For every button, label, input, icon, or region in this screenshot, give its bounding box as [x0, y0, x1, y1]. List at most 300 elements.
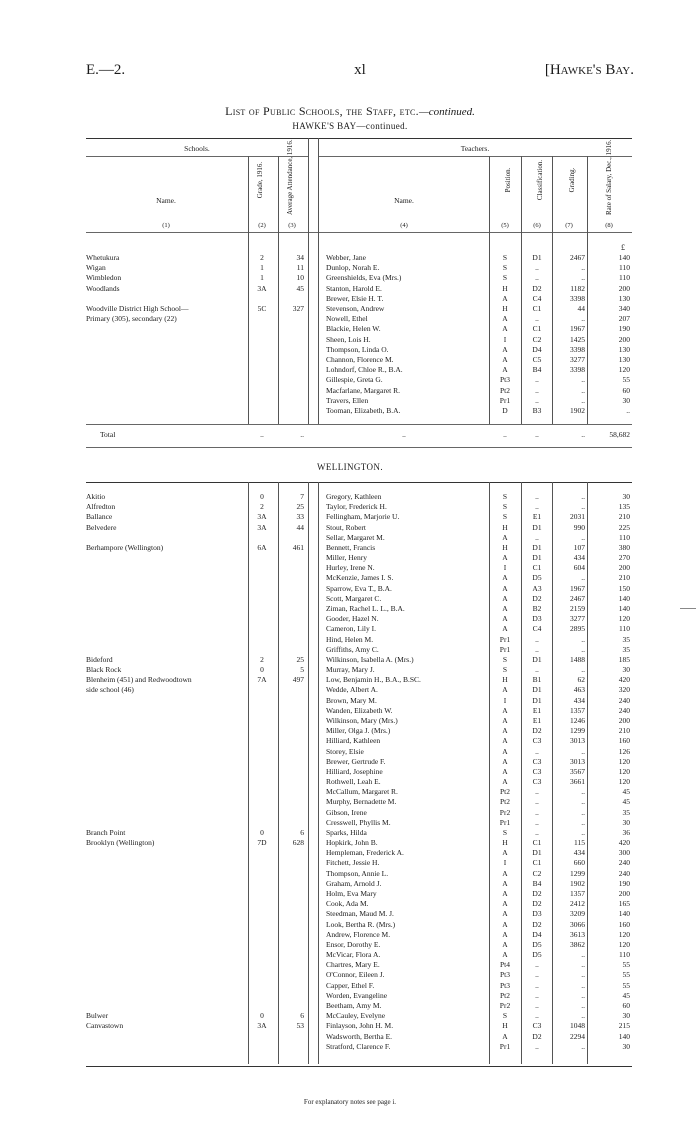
- table-row: [86, 1032, 632, 1041]
- table-row: [86, 1001, 632, 1010]
- table-row: [86, 767, 632, 776]
- salary: 210: [618, 573, 630, 583]
- teacher-name: Hind, Helen M.: [326, 634, 374, 644]
- teacher-name: Gregory, Kathleen: [326, 492, 382, 501]
- salary: 200: [618, 563, 630, 573]
- salary: 110: [619, 950, 630, 960]
- salary: 207: [618, 314, 630, 324]
- grading: 1357: [570, 705, 585, 715]
- school-name: Ballance: [86, 512, 113, 522]
- grade: 3A: [257, 283, 267, 293]
- salary: 30: [622, 492, 630, 501]
- grading: ..: [581, 817, 585, 827]
- teacher-name: Worden, Evangeline: [326, 990, 388, 1000]
- teacher-name: Finlayson, John H. M.: [326, 1021, 394, 1031]
- classification: D1: [532, 522, 542, 532]
- grade: 2: [260, 654, 264, 664]
- grading: 62: [577, 675, 585, 685]
- teacher-name: O'Connor, Eileen J.: [326, 970, 385, 980]
- school-name: Wimbledon: [86, 273, 122, 283]
- grading: 604: [573, 563, 585, 573]
- position: A: [502, 736, 508, 746]
- school-name: Primary (305), secondary (22): [86, 314, 177, 324]
- school-name: Akitio: [86, 492, 106, 501]
- table-row: [86, 930, 632, 939]
- total-grade: ..: [260, 430, 264, 439]
- teacher-name: Sparrow, Eva T., B.A.: [326, 583, 392, 593]
- grading: 1488: [570, 654, 585, 664]
- teacher-name: Wadsworth, Bertha E.: [326, 1031, 393, 1041]
- grading: ..: [581, 395, 585, 405]
- teacher-name: Cook, Ada M.: [326, 899, 369, 909]
- position: Pt3: [499, 970, 510, 980]
- grading: ..: [581, 960, 585, 970]
- grading: ..: [581, 980, 585, 990]
- position: Pt2: [499, 990, 510, 1000]
- pound-sign: £: [621, 243, 625, 252]
- classification: ..: [535, 385, 539, 395]
- teacher-name: Steedman, Maud M. J.: [326, 909, 394, 919]
- grading: 1182: [570, 283, 585, 293]
- grade: 5C: [257, 304, 267, 313]
- school-name: Berhampore (Wellington): [86, 542, 164, 552]
- classification: C3: [532, 1021, 542, 1031]
- grading: 3013: [570, 736, 585, 746]
- classification: E1: [532, 512, 542, 522]
- school-name: Wigan: [86, 263, 106, 273]
- header-bottom-rule: [86, 232, 632, 233]
- position: A: [502, 889, 508, 899]
- table-row: [86, 858, 632, 867]
- classification: ..: [535, 990, 539, 1000]
- position: I: [503, 334, 507, 344]
- table-row: [86, 635, 632, 644]
- teacher-name: Murray, Mary J.: [326, 665, 375, 675]
- school-name: Bulwer: [86, 1011, 109, 1021]
- teacher-name: Beetham, Amy M.: [326, 1001, 382, 1010]
- table-row: [86, 818, 632, 827]
- attendance: 6: [300, 1011, 304, 1021]
- table-row: [86, 777, 632, 786]
- classification: D1: [532, 654, 542, 664]
- page-number: xl: [354, 62, 366, 78]
- col-num-6: (6): [533, 222, 541, 229]
- grading: 2159: [570, 603, 585, 613]
- col-num-7: (7): [565, 222, 573, 229]
- grade: 7D: [257, 838, 267, 848]
- classification: B2: [532, 603, 542, 613]
- salary: 225: [618, 522, 630, 532]
- col-num-2: (2): [258, 222, 266, 229]
- page-title: [0, 104, 700, 119]
- total-salary: 58,682: [609, 430, 630, 439]
- position: A: [502, 573, 508, 583]
- total-top-rule: [86, 424, 632, 425]
- teachers-group-rule: [318, 156, 632, 157]
- teacher-name: Sheen, Lois H.: [326, 334, 371, 344]
- position: A: [502, 344, 508, 354]
- salary: 45: [622, 787, 630, 797]
- teacher-name: Tooman, Elizabeth, B.A.: [326, 406, 401, 415]
- teacher-name: Nowell, Ethel: [326, 314, 368, 324]
- total-grading: ..: [581, 430, 585, 439]
- salary: 200: [618, 715, 630, 725]
- table-row: [86, 375, 632, 384]
- salary: 190: [618, 324, 630, 334]
- position: Pt2: [499, 787, 510, 797]
- classification: E1: [532, 705, 542, 715]
- salary: 150: [618, 583, 630, 593]
- title-continued: —continued.: [418, 106, 475, 118]
- position: S: [502, 263, 508, 273]
- salary: 420: [618, 838, 630, 848]
- salary: 340: [618, 304, 630, 313]
- salary: 185: [618, 654, 630, 664]
- table-row: [86, 716, 632, 725]
- total-class: ..: [535, 430, 539, 439]
- schools-group-rule: [86, 156, 308, 157]
- grading: ..: [581, 634, 585, 644]
- teacher-name: Cresswell, Phyllis M.: [326, 817, 391, 827]
- classification: D2: [532, 889, 542, 899]
- teacher-name: Bennett, Francis: [326, 542, 376, 552]
- salary: 160: [618, 736, 630, 746]
- col-teacher-name: Name.: [394, 196, 414, 205]
- total-attendance: ..: [300, 430, 304, 439]
- grading: 3398: [570, 293, 585, 303]
- position: S: [502, 492, 508, 501]
- grading: ..: [581, 1011, 585, 1021]
- grading: 1967: [570, 583, 585, 593]
- total-teacher: ..: [402, 430, 406, 439]
- grading: ..: [581, 532, 585, 542]
- position: S: [502, 273, 508, 283]
- section-heading-wellington: WELLINGTON.: [317, 462, 383, 472]
- table-row: [86, 675, 632, 684]
- table-row: [86, 355, 632, 364]
- salary: 55: [622, 375, 630, 385]
- teacher-name: Wilkinson, Isabella A. (Mrs.): [326, 654, 414, 664]
- attendance: 34: [296, 253, 304, 262]
- teacher-name: McVicar, Flora A.: [326, 950, 381, 960]
- position: A: [502, 878, 508, 888]
- position: A: [502, 355, 508, 364]
- position: S: [502, 502, 508, 512]
- table-row: [86, 726, 632, 735]
- grading: 1902: [570, 878, 585, 888]
- col-group-schools: Schools.: [184, 144, 210, 153]
- salary: 55: [622, 960, 630, 970]
- attendance: 44: [296, 522, 304, 532]
- table-row: [86, 787, 632, 796]
- position: A: [502, 593, 508, 603]
- table-row: [86, 1011, 632, 1020]
- salary: 55: [622, 980, 630, 990]
- classification: D1: [532, 542, 542, 552]
- salary: 120: [618, 777, 630, 787]
- classification: D1: [532, 553, 542, 563]
- grading: 44: [577, 304, 585, 313]
- attendance: 461: [292, 542, 304, 552]
- grading: ..: [581, 827, 585, 837]
- teacher-name: Holm, Eva Mary: [326, 889, 377, 899]
- classification: C3: [532, 766, 542, 776]
- position: A: [502, 365, 508, 375]
- attendance: 25: [296, 654, 304, 664]
- grading: 3398: [570, 344, 585, 354]
- table-row: [86, 797, 632, 806]
- classification: ..: [535, 817, 539, 827]
- position: S: [502, 827, 508, 837]
- salary: 35: [622, 634, 630, 644]
- salary: 120: [618, 756, 630, 766]
- attendance: 11: [296, 263, 304, 273]
- grading: ..: [581, 492, 585, 501]
- table-row: [86, 314, 632, 323]
- teacher-name: Channon, Florence M.: [326, 355, 394, 364]
- position: A: [502, 766, 508, 776]
- position: Pt2: [499, 797, 510, 807]
- grade: 3A: [257, 512, 267, 522]
- classification: ..: [535, 980, 539, 990]
- position: D: [502, 406, 508, 415]
- position: A: [502, 756, 508, 766]
- position: S: [502, 253, 508, 262]
- table-row: [86, 253, 632, 262]
- teacher-name: Scott, Margaret C.: [326, 593, 382, 603]
- col-num-3: (3): [288, 222, 296, 229]
- salary: ..: [626, 406, 630, 415]
- table-row: [86, 655, 632, 664]
- salary: 190: [618, 878, 630, 888]
- teacher-name: Hilliard, Josephine: [326, 766, 383, 776]
- classification: D3: [532, 909, 542, 919]
- school-name: Whetukura: [86, 253, 120, 262]
- classification: ..: [535, 375, 539, 385]
- salary: 60: [622, 385, 630, 395]
- salary: 240: [618, 868, 630, 878]
- salary: 30: [622, 395, 630, 405]
- classification: D4: [532, 344, 542, 354]
- classification: ..: [535, 532, 539, 542]
- position: I: [503, 858, 507, 868]
- classification: C1: [532, 324, 542, 334]
- table-row: [86, 502, 632, 511]
- teacher-name: Hempleman, Frederick A.: [326, 848, 404, 858]
- grading: 1048: [570, 1021, 585, 1031]
- wellington-top-rule: [86, 482, 632, 483]
- teacher-name: Wedde, Albert A.: [326, 685, 378, 695]
- table-row: [86, 304, 632, 313]
- position: Pr1: [499, 644, 511, 654]
- position: S: [502, 654, 508, 664]
- attendance: 45: [296, 283, 304, 293]
- col-num-1: (1): [162, 222, 170, 229]
- margin-mark: [680, 608, 696, 609]
- classification: ..: [535, 502, 539, 512]
- classification: ..: [535, 1041, 539, 1051]
- grading: 3567: [570, 766, 585, 776]
- grading: ..: [581, 970, 585, 980]
- classification: E1: [532, 715, 542, 725]
- teacher-name: Hurley, Irene N.: [326, 563, 375, 573]
- teacher-name: Capper, Ethel F.: [326, 980, 375, 990]
- classification: ..: [535, 960, 539, 970]
- table-row: [86, 523, 632, 532]
- attendance: 5: [300, 665, 304, 675]
- position: A: [502, 293, 508, 303]
- table-row: [86, 273, 632, 282]
- grading: 434: [573, 553, 585, 563]
- col-num-4: (4): [400, 222, 408, 229]
- grading: ..: [581, 990, 585, 1000]
- teacher-name: Sparks, Hilda: [326, 827, 367, 837]
- grading: 1357: [570, 889, 585, 899]
- salary: 200: [618, 334, 630, 344]
- grading: ..: [581, 263, 585, 273]
- teacher-name: Chartres, Mary E.: [326, 960, 380, 970]
- classification: C1: [532, 858, 542, 868]
- position: A: [502, 777, 508, 787]
- col-grade: Grade, 1916.: [256, 161, 264, 199]
- classification: ..: [535, 970, 539, 980]
- attendance: 25: [296, 502, 304, 512]
- table-row: [86, 889, 632, 898]
- attendance: 7: [300, 492, 304, 501]
- grade: 2: [260, 502, 264, 512]
- grading: 3862: [570, 939, 585, 949]
- grading: ..: [581, 807, 585, 817]
- grading: 3398: [570, 365, 585, 375]
- classification: ..: [535, 807, 539, 817]
- position: A: [502, 314, 508, 324]
- grading: 660: [573, 858, 585, 868]
- classification: D5: [532, 939, 542, 949]
- classification: D1: [532, 685, 542, 695]
- classification: D5: [532, 950, 542, 960]
- grading: 2467: [570, 593, 585, 603]
- salary: 240: [618, 858, 630, 868]
- salary: 110: [619, 624, 630, 634]
- teacher-name: Lohndorf, Chloe R., B.A.: [326, 365, 403, 375]
- classification: D1: [532, 848, 542, 858]
- salary: 380: [618, 542, 630, 552]
- position: H: [502, 675, 508, 685]
- position: A: [502, 583, 508, 593]
- classification: D5: [532, 573, 542, 583]
- grading: 2412: [570, 899, 585, 909]
- salary: 110: [619, 263, 630, 273]
- grade: 2: [260, 253, 264, 262]
- teacher-name: Fellingham, Marjorie U.: [326, 512, 400, 522]
- total-bottom-rule: [86, 447, 632, 448]
- attendance: 497: [292, 675, 304, 685]
- grading: 1967: [570, 324, 585, 334]
- grading: 2031: [570, 512, 585, 522]
- col-position: Position.: [504, 167, 512, 193]
- classification: B3: [532, 406, 542, 415]
- table-row: [86, 828, 632, 837]
- teacher-name: Travers, Ellen: [326, 395, 369, 405]
- teacher-name: Brewer, Elsie H. T.: [326, 293, 384, 303]
- grading: ..: [581, 273, 585, 283]
- teacher-name: Sellar, Margaret M.: [326, 532, 385, 542]
- classification: ..: [535, 634, 539, 644]
- teacher-name: Brewer, Gertrude F.: [326, 756, 386, 766]
- teacher-name: Wanden, Elizabeth W.: [326, 705, 393, 715]
- grading: ..: [581, 573, 585, 583]
- position: A: [502, 705, 508, 715]
- grading: 115: [574, 838, 585, 848]
- teacher-name: Dunlop, Norah E.: [326, 263, 380, 273]
- table-row: [86, 838, 632, 847]
- school-name: side school (46): [86, 685, 134, 695]
- salary: 35: [622, 807, 630, 817]
- classification: C3: [532, 777, 542, 787]
- grade: 0: [260, 665, 264, 675]
- position: A: [502, 603, 508, 613]
- position: Pt3: [499, 375, 510, 385]
- grading: 1299: [570, 726, 585, 736]
- classification: ..: [535, 1001, 539, 1010]
- grade: 7A: [257, 675, 267, 685]
- classification: D2: [532, 283, 542, 293]
- position: A: [502, 919, 508, 929]
- classification: ..: [535, 395, 539, 405]
- teacher-name: Stevenson, Andrew: [326, 304, 385, 313]
- teacher-name: Thompson, Annie L.: [326, 868, 389, 878]
- table-row: [86, 512, 632, 521]
- grading: 3013: [570, 756, 585, 766]
- table-row: [86, 263, 632, 272]
- salary: 140: [618, 1031, 630, 1041]
- classification: ..: [535, 314, 539, 324]
- classification: B4: [532, 365, 542, 375]
- classification: ..: [535, 797, 539, 807]
- teacher-name: Look, Bertha R. (Mrs.): [326, 919, 396, 929]
- header-left: E.—2.: [86, 62, 126, 78]
- grade: 3A: [257, 1021, 267, 1031]
- teacher-name: Brown, Mary M.: [326, 695, 377, 705]
- position: H: [502, 304, 508, 313]
- classification: D2: [532, 919, 542, 929]
- table-row: [86, 492, 632, 501]
- classification: ..: [535, 665, 539, 675]
- grading: ..: [581, 385, 585, 395]
- attendance: 628: [292, 838, 304, 848]
- table-row: [86, 991, 632, 1000]
- col-grading: Grading.: [568, 167, 576, 193]
- attendance: 327: [292, 304, 304, 313]
- position: A: [502, 624, 508, 634]
- classification: ..: [535, 746, 539, 756]
- table-row: [86, 950, 632, 959]
- table-row: [86, 396, 632, 405]
- position: A: [502, 909, 508, 919]
- teacher-name: Murphy, Bernadette M.: [326, 797, 397, 807]
- salary: 30: [622, 817, 630, 827]
- grading: 463: [573, 685, 585, 695]
- teacher-name: Storey, Elsie: [326, 746, 364, 756]
- salary: 215: [618, 1021, 630, 1031]
- table-row: [86, 909, 632, 918]
- salary: 30: [622, 1011, 630, 1021]
- position: Pr1: [499, 395, 511, 405]
- grading: 3066: [570, 919, 585, 929]
- teacher-name: Miller, Olga J. (Mrs.): [326, 726, 391, 736]
- grading: 3277: [570, 614, 585, 624]
- table-row: [86, 970, 632, 979]
